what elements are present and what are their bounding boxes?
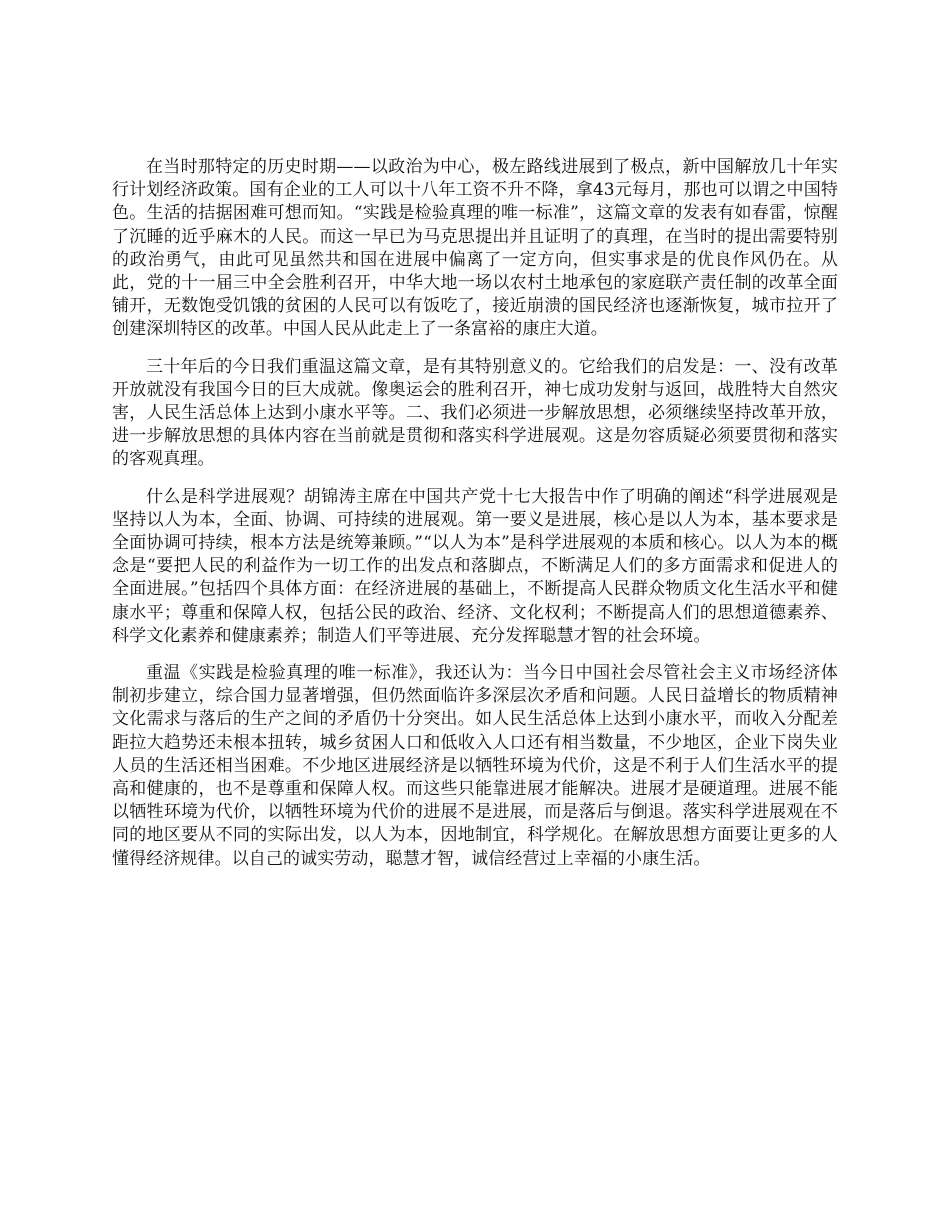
paragraph-1: 在当时那特定的历史时期——以政治为中心，极左路线进展到了极点，新中国解放几十年实行计划经济政策。国有企业的工人可以十八年工资不升不降，拿43元每月，那也可以谓之中国特色。生活的拮据困难可想而知。“实践是检验真理的唯一标准”，这篇文章的发表有如春雷，惊醒了沉睡的近乎麻木的人民。而这一早已为马克思提出并且证明了的真理，在当时的提出需要特别的政治勇气，由此可见虽然共和国在进展中偏离了一定方向，但实事求是的优良作风仍在。从此，党的十一届三中全会胜利召开，中华大地一场以农村土地承包的家庭联产责任制的改革全面铺开，无数饱受饥饿的贫困的人民可以有饭吃了，接近崩溃的国民经济也逐渐恢复，城市拉开了创建深圳特区的改革。中国人民从此走上了一条富裕的康庄大道。 [112, 157, 838, 340]
document-body [112, 156, 838, 885]
paragraph-4: 重温《实践是检验真理的唯一标准》，我还认为：当今日中国社会尽管社会主义市场经济体制初步建立，综合国力显著增强，但仍然面临许多深层次矛盾和问题。人民日益增长的物质精神文化需求与落后的生产之间的矛盾仍十分突出。如人民生活总体上达到小康水平，而收入分配差距拉大趋势还未根本扭转，城乡贫困人口和低收入人口还有相当数量，不少地区，企业下岗失业人员的生活还相当困难。不少地区进展经济是以牺牲环境为代价，这是不利于人们生活水平的提高和健康的，也不是尊重和保障人权。而这些只能靠进展才能解决。进展才是硬道理。进展不能以牺牲环境为代价，以牺牲环境为代价的进展不是进展，而是落后与倒退。落实科学进展观在不同的地区要从不同的实际出发，以人为本，因地制宜，科学规化。在解放思想方面要让更多的人懂得经济规律。以自己的诚实劳动，聪慧才智，诚信经营过上幸福的小康生活。 [112, 663, 838, 869]
paragraph-2: 三十年后的今日我们重温这篇文章，是有其特别意义的。它给我们的启发是：一、没有改革开放就没有我国今日的巨大成就。像奥运会的胜利召开，神七成功发射与返回，战胜特大自然灾害，人民生活总体上达到小康水平等。二、我们必须进一步解放思想，必须继续坚持改革开放，进一步解放思想的具体内容在当前就是贯彻和落实科学进展观。这是勿容质疑必须要贯彻和落实的客观真理。 [112, 356, 838, 470]
paragraph-3: 什么是科学进展观？胡锦涛主席在中国共产党十七大报告中作了明确的阐述“科学进展观是坚持以人为本，全面、协调、可持续的进展观。第一要义是进展，核心是以人为本，基本要求是全面协调可持续，根本方法是统筹兼顾。”“以人为本”是科学进展观的本质和核心。以人为本的概念是“要把人民的利益作为一切工作的出发点和落脚点，不断满足人们的多方面需求和促进人的全面进展。”包括四个具体方面：在经济进展的基础上，不断提高人民群众物质文化生活水平和健康水平；尊重和保障人权，包括公民的政治、经济、文化权利；不断提高人们的思想道德素养、科学文化素养和健康素养；制造人们平等进展、充分发挥聪慧才智的社会环境。 [112, 486, 838, 646]
